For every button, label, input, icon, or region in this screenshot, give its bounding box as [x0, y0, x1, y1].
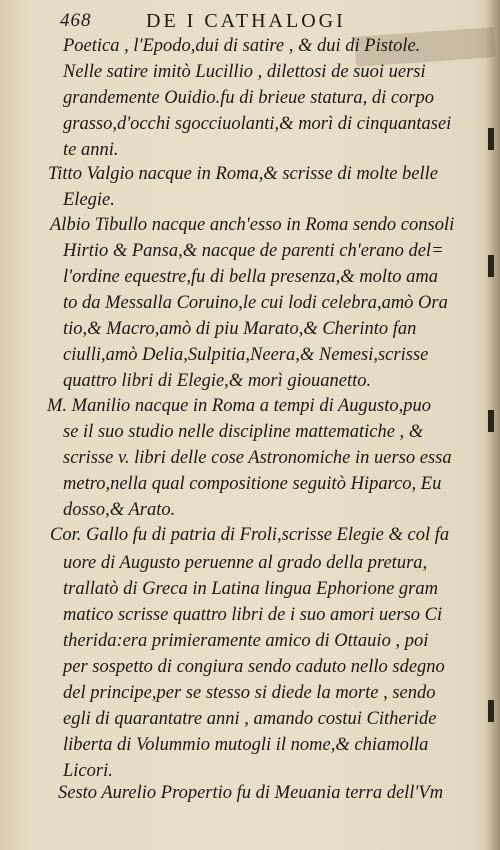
text-line: Nelle satire imitò Lucillio , dilettosi de suoi uersi — [63, 62, 426, 82]
text-line: scrisse v. libri delle cose Astronomiche in uerso essa — [63, 448, 452, 468]
text-line: per sospetto di congiura sendo caduto nello sdegno — [63, 657, 445, 677]
text-line: therida:era primieramente amico di Ottauio , poi — [63, 631, 429, 651]
page-header — [60, 10, 460, 36]
text-line: matico scrisse quattro libri de i suo amori uerso Ci — [63, 605, 443, 625]
text-line: del principe,per se stesso si diede la morte , sendo — [63, 683, 436, 703]
bleed-mark — [488, 410, 494, 432]
text-line: liberta di Volummio mutogli il nome,& chiamolla — [63, 735, 429, 755]
text-line: tio,& Macro,amò di piu Marato,& Cherinto fan — [63, 319, 417, 339]
text-line: to da Messalla Coruino,le cui lodi celebra,amò Ora — [63, 293, 448, 313]
text-line: uore di Augusto peruenne al grado della pretura, — [63, 553, 428, 573]
text-line: l'ordine equestre,fu di bella presenza,& molto ama — [63, 267, 438, 287]
page-number: 468 — [60, 10, 92, 31]
entry-start-line: Sesto Aurelio Propertio fu di Meuania terra dell'Vm — [58, 783, 444, 803]
text-line: grandemente Ouidio.fu di brieue statura, di corpo — [63, 88, 434, 108]
text-line: trallatò di Greca in Latina lingua Ephorione gram — [63, 579, 438, 599]
text-line: grasso,d'occhi sgocciuolanti,& morì di cinquantasei — [63, 114, 452, 134]
text-line: ciulli,amò Delia,Sulpitia,Neera,& Nemesi,scrisse — [63, 345, 429, 365]
text-line: egli di quarantatre anni , amando costui Citheride — [63, 709, 437, 729]
text-line: metro,nella qual compositione seguitò Hiparco, Eu — [63, 474, 442, 494]
text-line: Elegie. — [63, 190, 115, 210]
text-line: se il suo studio nelle discipline mattematiche , & — [63, 422, 424, 442]
text-line: te anni. — [63, 140, 119, 160]
text-line: dosso,& Arato. — [63, 500, 176, 520]
entry-start-line: M. Manilio nacque in Roma a tempi di Augusto,puo — [47, 396, 432, 416]
text-line: Licori. — [63, 761, 113, 781]
bleed-mark — [488, 255, 494, 277]
running-head: DE I CATHALOGI — [146, 10, 346, 32]
text-line: Hirtio & Pansa,& nacque de parenti ch'erano del= — [63, 241, 444, 261]
text-line: Poetica , l'Epodo,dui di satire , & dui di Pistole. — [63, 36, 421, 56]
entry-start-line: Titto Valgio nacque in Roma,& scrisse di molte belle — [48, 164, 439, 184]
text-line: quattro libri di Elegie,& morì giouanetto. — [63, 371, 372, 391]
bleed-mark — [488, 128, 494, 150]
bleed-mark — [488, 700, 494, 722]
entry-start-line: Albio Tibullo nacque anch'esso in Roma sendo consoli — [50, 215, 455, 235]
entry-start-line: Cor. Gallo fu di patria di Froli,scrisse Elegie & col fa — [50, 525, 450, 545]
